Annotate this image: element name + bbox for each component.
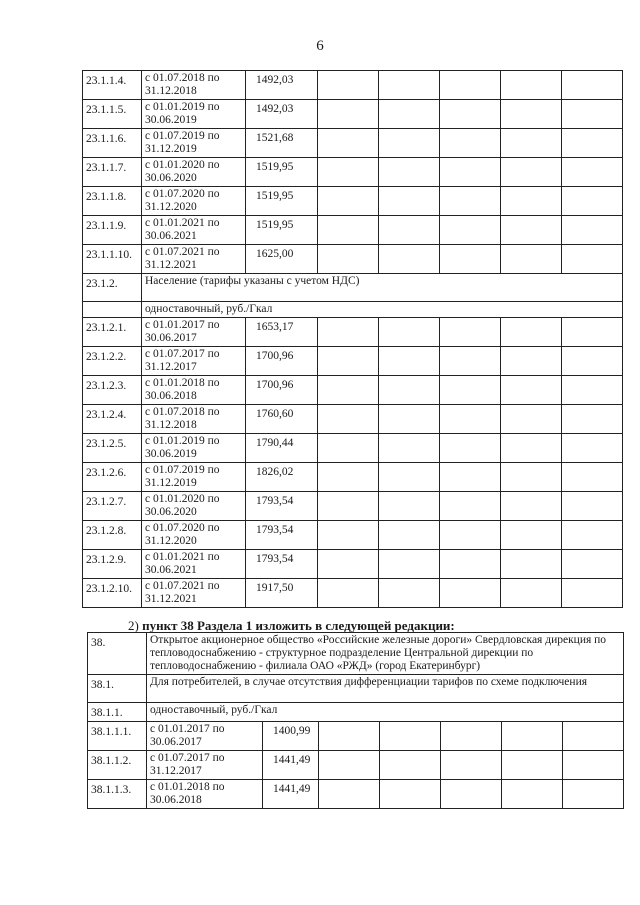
row-tariff-value: 1700,96 — [246, 376, 318, 405]
empty-cell — [501, 129, 562, 158]
empty-cell — [440, 158, 501, 187]
empty-cell — [563, 722, 624, 751]
row-period: с 01.07.2017 по 31.12.2017 — [142, 347, 246, 376]
empty-cell — [501, 405, 562, 434]
empty-cell — [501, 100, 562, 129]
row-code: 23.1.1.4. — [83, 71, 142, 100]
tariff-row — [83, 71, 623, 100]
row-code: 38.1.1.3. — [88, 780, 147, 809]
row-tariff-value: 1793,54 — [246, 492, 318, 521]
empty-cell — [318, 71, 379, 100]
empty-cell — [562, 463, 623, 492]
empty-cell — [501, 550, 562, 579]
empty-cell — [379, 158, 440, 187]
organization-row — [88, 633, 624, 675]
row-tariff-value: 1521,68 — [246, 129, 318, 158]
empty-cell — [562, 318, 623, 347]
tariff-row — [83, 158, 623, 187]
rate-type-label: одноставочный, руб./Гкал — [142, 302, 623, 318]
empty-cell — [379, 318, 440, 347]
row-tariff-value: 1625,00 — [246, 245, 318, 274]
row-code: 23.1.2.10. — [83, 579, 142, 608]
empty-cell — [440, 100, 501, 129]
row-period: с 01.07.2017 по 31.12.2017 — [147, 751, 263, 780]
rate-type-row — [83, 302, 623, 318]
row-tariff-value: 1492,03 — [246, 71, 318, 100]
row-tariff-value: 1793,54 — [246, 521, 318, 550]
rate-type-label: одноставочный, руб./Гкал — [147, 703, 624, 722]
empty-cell — [441, 722, 502, 751]
row-period: с 01.07.2018 по 31.12.2018 — [142, 405, 246, 434]
empty-cell — [318, 100, 379, 129]
empty-cell — [441, 780, 502, 809]
empty-cell — [501, 318, 562, 347]
empty-cell — [501, 158, 562, 187]
tariff-row — [83, 347, 623, 376]
empty-cell — [501, 245, 562, 274]
empty-cell — [379, 492, 440, 521]
empty-cell — [379, 579, 440, 608]
empty-cell — [379, 521, 440, 550]
empty-cell — [562, 347, 623, 376]
empty-cell — [501, 434, 562, 463]
tariff-row — [83, 463, 623, 492]
empty-cell — [319, 751, 380, 780]
empty-cell — [318, 463, 379, 492]
row-code: 38.1.1.2. — [88, 751, 147, 780]
empty-cell — [562, 434, 623, 463]
row-code: 38.1. — [88, 675, 147, 703]
empty-cell — [563, 780, 624, 809]
row-code: 23.1.1.6. — [83, 129, 142, 158]
empty-cell — [501, 492, 562, 521]
empty-cell — [440, 521, 501, 550]
tariff-row — [83, 216, 623, 245]
row-period: с 01.01.2021 по 30.06.2021 — [142, 550, 246, 579]
row-period: с 01.07.2021 по 31.12.2021 — [142, 579, 246, 608]
empty-cell — [440, 579, 501, 608]
row-tariff-value: 1653,17 — [246, 318, 318, 347]
empty-cell — [501, 521, 562, 550]
page-number: 6 — [316, 38, 324, 54]
empty-cell — [379, 434, 440, 463]
tariff-row — [88, 722, 624, 751]
row-period: с 01.07.2019 по 31.12.2019 — [142, 463, 246, 492]
amendment-text: пункт 38 Раздела 1 изложить в следующей редакции: — [142, 618, 455, 633]
row-tariff-value: 1492,03 — [246, 100, 318, 129]
row-code: 23.1.2.2. — [83, 347, 142, 376]
row-period: с 01.01.2021 по 30.06.2021 — [142, 216, 246, 245]
empty-cell — [562, 245, 623, 274]
empty-cell — [440, 347, 501, 376]
tariff-row — [83, 434, 623, 463]
row-period: с 01.07.2018 по 31.12.2018 — [142, 71, 246, 100]
empty-cell — [318, 158, 379, 187]
empty-cell — [562, 376, 623, 405]
row-code: 23.1.2.1. — [83, 318, 142, 347]
row-code: 23.1.1.8. — [83, 187, 142, 216]
empty-cell — [379, 347, 440, 376]
row-period: с 01.01.2017 по 30.06.2017 — [142, 318, 246, 347]
empty-cell — [379, 245, 440, 274]
empty-cell — [440, 463, 501, 492]
empty-cell — [562, 71, 623, 100]
empty-cell — [440, 405, 501, 434]
row-period: с 01.01.2018 по 30.06.2018 — [147, 780, 263, 809]
empty-cell — [318, 318, 379, 347]
row-code: 23.1.1.9. — [83, 216, 142, 245]
tariff-row — [83, 376, 623, 405]
row-code: 23.1.2.8. — [83, 521, 142, 550]
row-tariff-value: 1400,99 — [263, 722, 319, 751]
empty-cell — [562, 521, 623, 550]
empty-cell — [562, 216, 623, 245]
row-tariff-value: 1700,96 — [246, 347, 318, 376]
empty-cell — [318, 521, 379, 550]
row-period: с 01.01.2020 по 30.06.2020 — [142, 158, 246, 187]
empty-cell — [379, 129, 440, 158]
empty-cell — [380, 780, 441, 809]
rate-type-row — [88, 703, 624, 722]
empty-cell — [318, 492, 379, 521]
empty-cell — [502, 722, 563, 751]
empty-cell — [318, 216, 379, 245]
empty-cell — [562, 492, 623, 521]
empty-cell — [562, 100, 623, 129]
empty-cell — [318, 347, 379, 376]
row-code: 23.1.2.6. — [83, 463, 142, 492]
empty-cell — [440, 187, 501, 216]
tariff-row — [83, 318, 623, 347]
empty-cell — [83, 302, 142, 318]
empty-cell — [501, 463, 562, 492]
empty-cell — [562, 187, 623, 216]
tariff-row — [83, 129, 623, 158]
empty-cell — [380, 751, 441, 780]
section-row — [83, 274, 623, 302]
row-tariff-value: 1760,60 — [246, 405, 318, 434]
empty-cell — [501, 579, 562, 608]
row-code: 38.1.1. — [88, 703, 147, 722]
row-period: с 01.01.2017 по 30.06.2017 — [147, 722, 263, 751]
empty-cell — [379, 71, 440, 100]
empty-cell — [440, 434, 501, 463]
row-tariff-value: 1441,49 — [263, 780, 319, 809]
empty-cell — [441, 751, 502, 780]
empty-cell — [501, 376, 562, 405]
tariff-row — [83, 492, 623, 521]
empty-cell — [440, 216, 501, 245]
section-title: Население (тарифы указаны с учетом НДС) — [142, 274, 623, 302]
empty-cell — [440, 129, 501, 158]
row-tariff-value: 1519,95 — [246, 187, 318, 216]
tariff-row — [83, 521, 623, 550]
empty-cell — [501, 71, 562, 100]
empty-cell — [562, 550, 623, 579]
row-code: 23.1.2.4. — [83, 405, 142, 434]
row-tariff-value: 1519,95 — [246, 158, 318, 187]
empty-cell — [440, 318, 501, 347]
row-period: с 01.07.2020 по 31.12.2020 — [142, 187, 246, 216]
row-code: 23.1.1.10. — [83, 245, 142, 274]
tariff-row — [88, 780, 624, 809]
empty-cell — [502, 751, 563, 780]
row-tariff-value: 1826,02 — [246, 463, 318, 492]
empty-cell — [379, 216, 440, 245]
empty-cell — [563, 751, 624, 780]
row-code: 38.1.1.1. — [88, 722, 147, 751]
empty-cell — [318, 187, 379, 216]
empty-cell — [440, 492, 501, 521]
row-tariff-value: 1441,49 — [263, 751, 319, 780]
row-period: с 01.01.2020 по 30.06.2020 — [142, 492, 246, 521]
amendment-number: 2) — [128, 618, 139, 633]
row-code: 23.1.2.3. — [83, 376, 142, 405]
empty-cell — [440, 71, 501, 100]
tariff-row — [83, 187, 623, 216]
empty-cell — [562, 158, 623, 187]
empty-cell — [379, 376, 440, 405]
section-title: Для потребителей, в случае отсутствия дифференциации тарифов по схеме подключения — [147, 675, 624, 703]
empty-cell — [318, 434, 379, 463]
tariff-row — [83, 100, 623, 129]
row-code: 23.1.2.5. — [83, 434, 142, 463]
empty-cell — [562, 129, 623, 158]
row-code: 23.1.1.5. — [83, 100, 142, 129]
empty-cell — [440, 550, 501, 579]
empty-cell — [440, 245, 501, 274]
empty-cell — [379, 550, 440, 579]
tariff-row — [83, 550, 623, 579]
tariff-table-item-38 — [87, 632, 624, 809]
empty-cell — [501, 216, 562, 245]
tariff-row — [83, 245, 623, 274]
row-code: 23.1.1.7. — [83, 158, 142, 187]
row-code: 23.1.2.9. — [83, 550, 142, 579]
empty-cell — [562, 405, 623, 434]
tariff-row — [83, 405, 623, 434]
empty-cell — [318, 245, 379, 274]
row-period: с 01.01.2019 по 30.06.2019 — [142, 434, 246, 463]
empty-cell — [562, 579, 623, 608]
row-tariff-value: 1790,44 — [246, 434, 318, 463]
row-code: 38. — [88, 633, 147, 675]
empty-cell — [318, 129, 379, 158]
empty-cell — [319, 722, 380, 751]
empty-cell — [379, 100, 440, 129]
row-tariff-value: 1793,54 — [246, 550, 318, 579]
empty-cell — [318, 550, 379, 579]
tariff-row — [88, 751, 624, 780]
empty-cell — [318, 405, 379, 434]
empty-cell — [379, 405, 440, 434]
section-row — [88, 675, 624, 703]
empty-cell — [501, 187, 562, 216]
row-period: с 01.01.2018 по 30.06.2018 — [142, 376, 246, 405]
tariff-row — [83, 579, 623, 608]
row-period: с 01.01.2019 по 30.06.2019 — [142, 100, 246, 129]
row-period: с 01.07.2021 по 31.12.2021 — [142, 245, 246, 274]
tariff-table-continued — [82, 70, 623, 608]
row-period: с 01.07.2019 по 31.12.2019 — [142, 129, 246, 158]
row-period: с 01.07.2020 по 31.12.2020 — [142, 521, 246, 550]
row-tariff-value: 1519,95 — [246, 216, 318, 245]
empty-cell — [318, 376, 379, 405]
organization-title: Открытое акционерное общество «Российские железные дороги» Свердловская дирекция по тепловодоснабжению - структурное подразделение Центральной дирекции по тепловодоснабжению - филиала ОАО «РЖД» (город Екатеринбург) — [147, 633, 624, 675]
empty-cell — [440, 376, 501, 405]
row-tariff-value: 1917,50 — [246, 579, 318, 608]
row-code: 23.1.2.7. — [83, 492, 142, 521]
empty-cell — [502, 780, 563, 809]
empty-cell — [501, 347, 562, 376]
empty-cell — [318, 579, 379, 608]
row-code: 23.1.2. — [83, 274, 142, 302]
empty-cell — [380, 722, 441, 751]
empty-cell — [379, 463, 440, 492]
empty-cell — [319, 780, 380, 809]
empty-cell — [379, 187, 440, 216]
